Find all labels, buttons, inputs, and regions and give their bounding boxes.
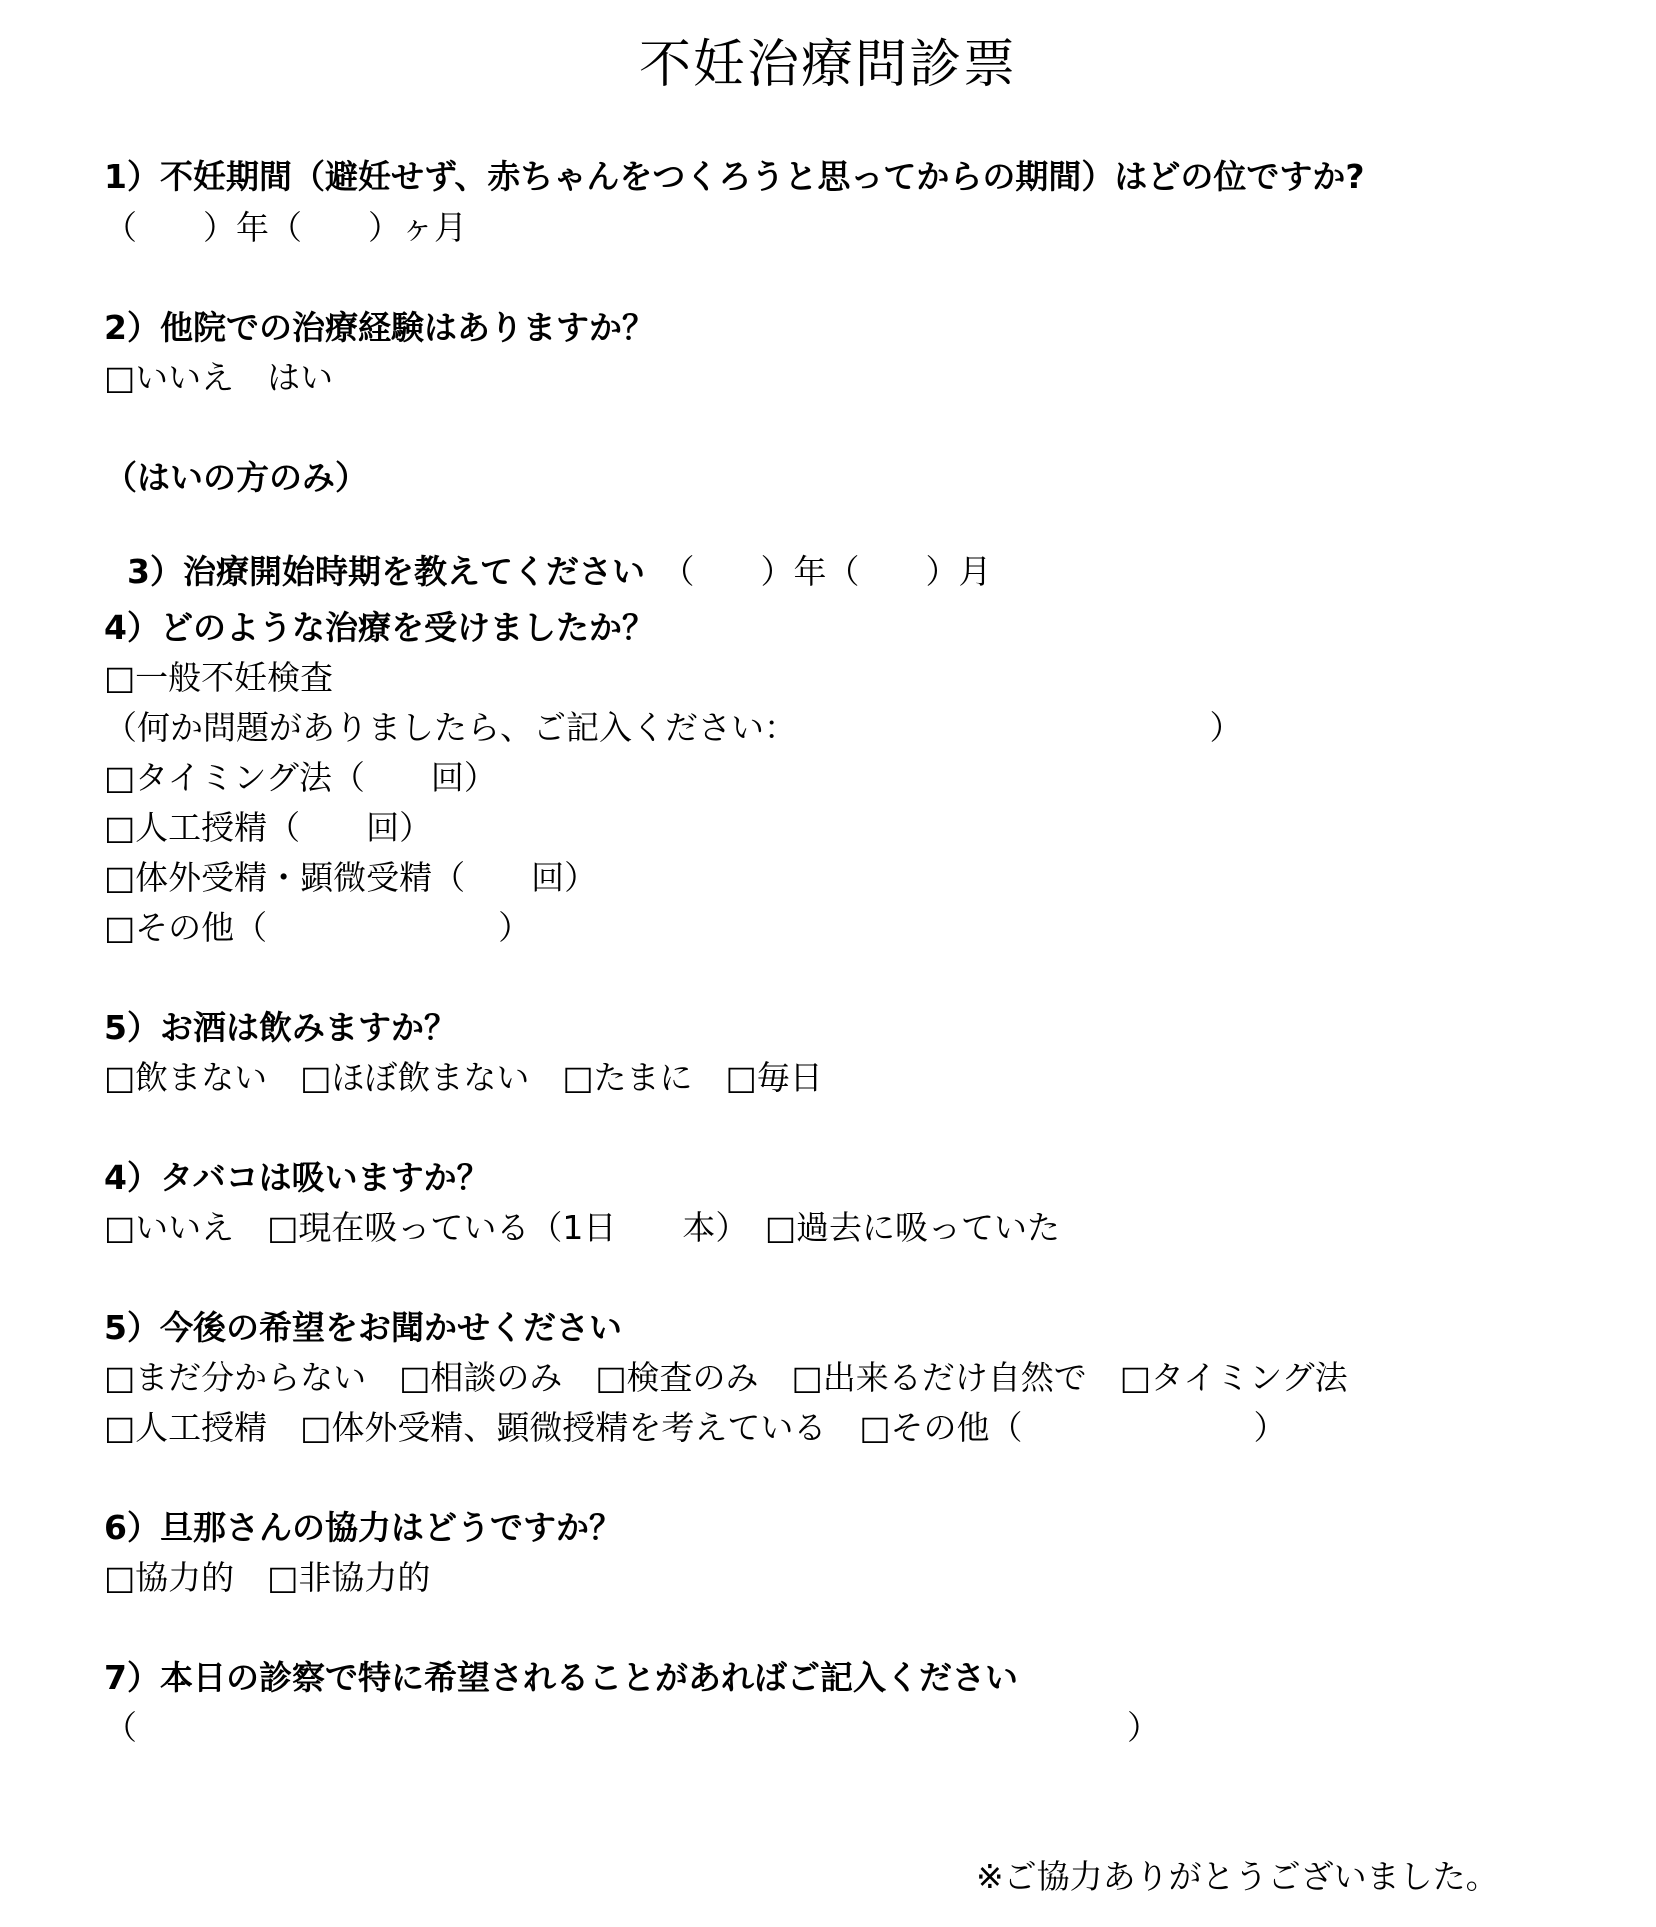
question-5-wishes: 5）今後の希望をお聞かせください bbox=[104, 1308, 622, 1347]
answer-2-options[interactable]: □いいえ はい bbox=[104, 358, 334, 397]
answer-wishes-line-2[interactable]: □人工授精 □体外受精、顕微授精を考えている □その他（ ） bbox=[104, 1408, 1287, 1447]
question-1: 1）不妊期間（避妊せず、赤ちゃんをつくろうと思ってからの期間）はどの位ですか? bbox=[104, 157, 1365, 196]
thank-you-note: ※ご協力ありがとうございました。 bbox=[976, 1857, 1499, 1896]
question-4-tobacco: 4）タバコは吸いますか？ bbox=[104, 1158, 490, 1197]
answer-tobacco-options[interactable]: □いいえ □現在吸っている（1日 本） □過去に吸っていた bbox=[104, 1208, 1061, 1247]
answer-alcohol-options[interactable]: □飲まない □ほぼ飲まない □たまに □毎日 bbox=[104, 1058, 823, 1097]
answer-3-start-date[interactable]: （ ）年（ ）月 bbox=[644, 552, 992, 591]
question-4-treatments: 4）どのような治療を受けましたか？ bbox=[104, 608, 655, 647]
question-3-label: 3）治療開始時期を教えてください bbox=[126, 552, 645, 591]
answer-1-period[interactable]: （ ）年（ ）ヶ月 bbox=[104, 208, 467, 247]
option-timing-method[interactable]: □タイミング法（ 回） bbox=[104, 758, 497, 797]
option-general-exam[interactable]: □一般不妊検査 bbox=[104, 658, 334, 697]
answer-requests-field[interactable]: （ ） bbox=[104, 1708, 1160, 1747]
question-3 bbox=[104, 506, 991, 594]
answer-partner-options[interactable]: □協力的 □非協力的 bbox=[104, 1558, 431, 1597]
question-5-alcohol: 5）お酒は飲みますか？ bbox=[104, 1008, 457, 1047]
option-problem-note[interactable]: （何か問題がありましたら、ご記入ください： ） bbox=[104, 708, 1243, 747]
document-title: 不妊治療問診票 bbox=[638, 35, 1017, 95]
question-7-requests: 7）本日の診察で特に希望されることがあればご記入ください bbox=[104, 1658, 1018, 1697]
question-6-partner: 6）旦那さんの協力はどうですか？ bbox=[104, 1508, 622, 1547]
question-3-note: （はいの方のみ） bbox=[104, 458, 368, 497]
option-artificial-insemination[interactable]: □人工授精（ 回） bbox=[104, 808, 433, 847]
answer-wishes-line-1[interactable]: □まだ分からない □相談のみ □検査のみ □出来るだけ自然で □タイミング法 bbox=[104, 1358, 1348, 1397]
question-2: 2）他院での治療経験はありますか？ bbox=[104, 308, 655, 347]
option-ivf-icsi[interactable]: □体外受精・顕微受精（ 回） bbox=[104, 858, 598, 897]
option-other-treatment[interactable]: □その他（ ） bbox=[104, 908, 532, 947]
